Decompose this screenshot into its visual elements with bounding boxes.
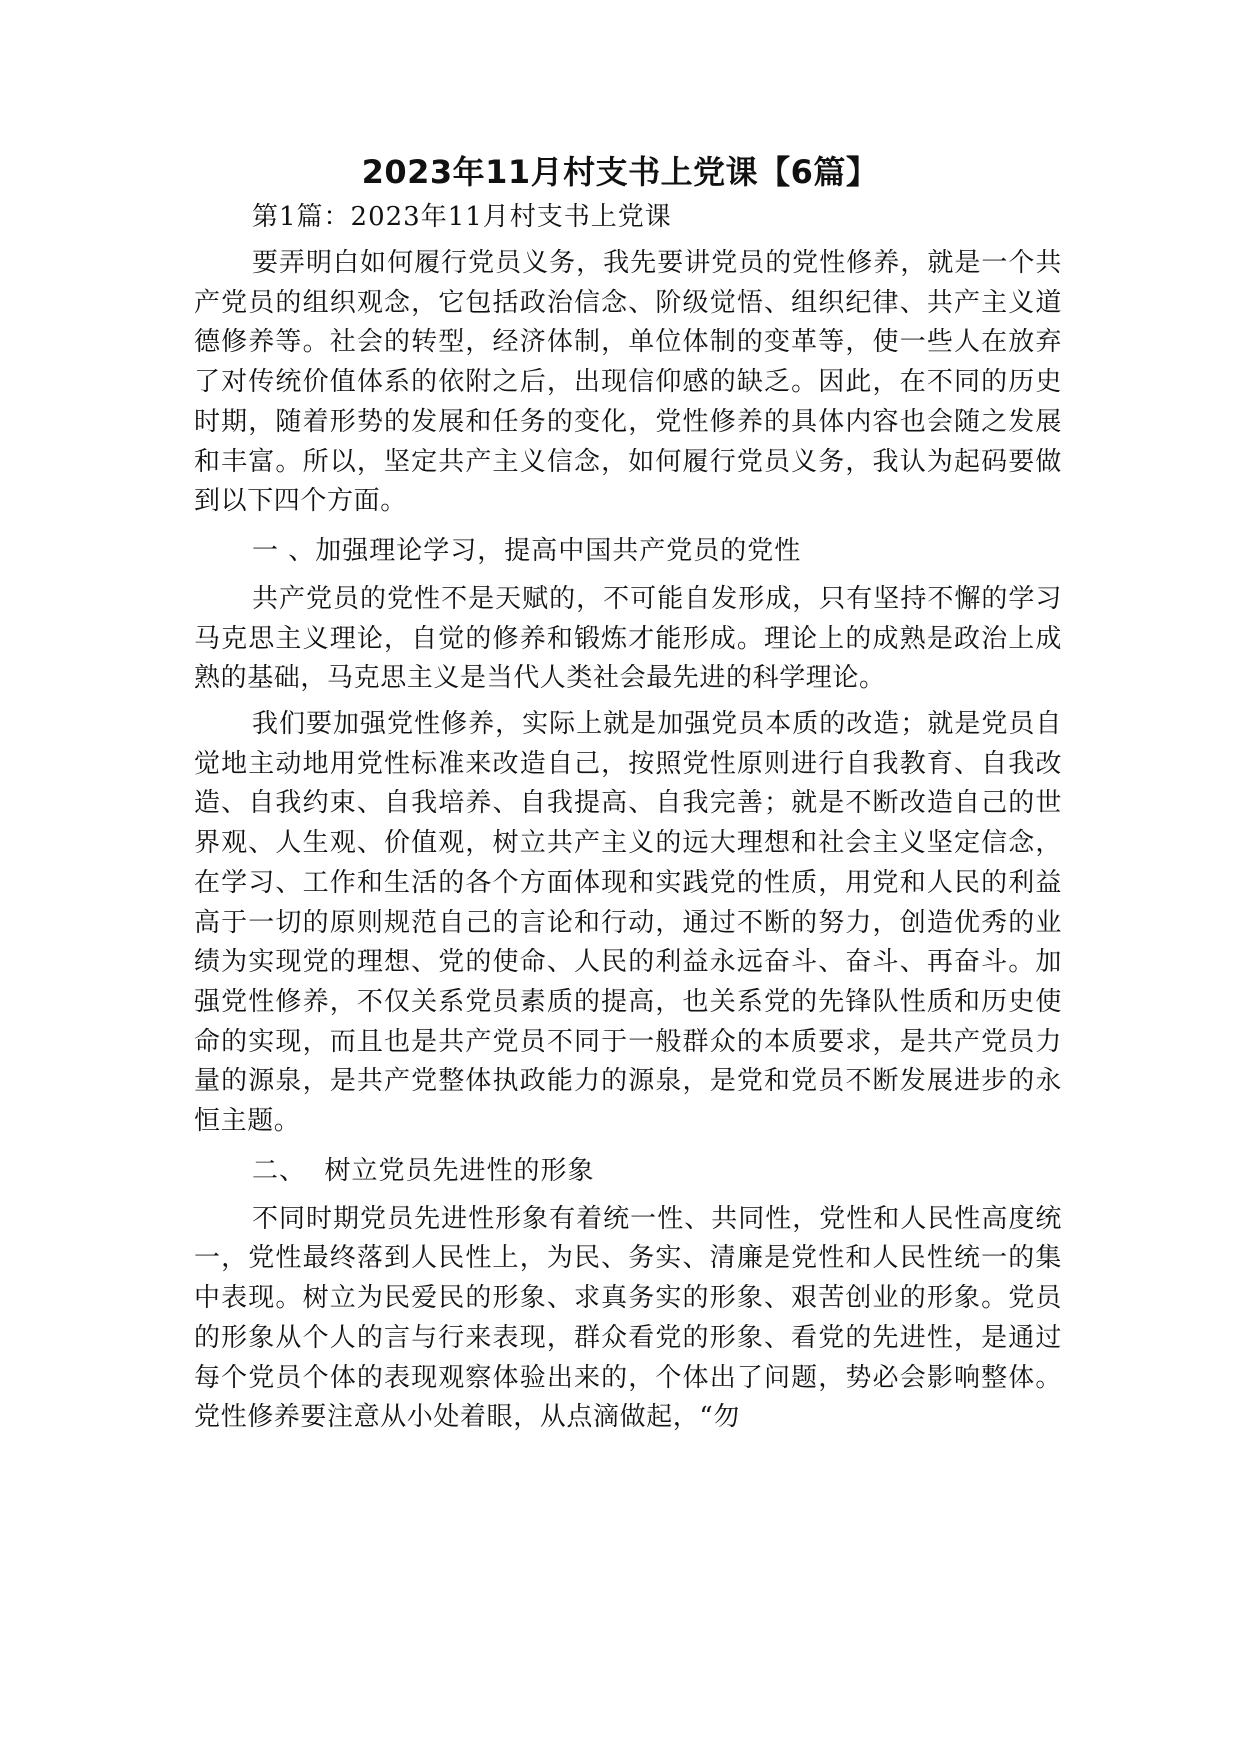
- paragraph-2: 共产党员的党性不是天赋的，不可能自发形成，只有坚持不懈的学习马克思主义理论，自觉的修养和锻炼才能形成。理论上的成熟是政治上成熟的基础，马克思主义是当代人类社会最先进的科学理论。: [194, 583, 1062, 694]
- paragraph-4: 不同时期党员先进性形象有着统一性、共同性，党性和人民性高度统一，党性最终落到人民性上，为民、务实、清廉是党性和人民性统一的集中表现。树立为民爱民的形象、求真务实的形象、艰苦创业的形象。党员的形象从个人的言与行来表现，群众看党的形象、看党的先进性，是通过每个党员个体的表现观察体验出来的，个体出了问题，势必会影响整体。党性修养要注意从小处着眼，从点滴做起，“勿: [194, 1203, 1062, 1433]
- document-title: 2023年11月村支书上党课【6篇】: [361, 153, 879, 191]
- document-body: [194, 196, 1062, 1438]
- section-heading-1: 一 、加强理论学习，提高中国共产党员的党性: [252, 535, 802, 566]
- document-subtitle: 第1篇：2023年11月村支书上党课: [252, 202, 672, 232]
- section-heading-2: 二、 树立党员先进性的形象: [252, 1155, 595, 1186]
- paragraph-1: 要弄明白如何履行党员义务，我先要讲党员的党性修养，就是一个共产党员的组织观念，它包括政治信念、阶级觉悟、组织纪律、共产主义道德修养等。社会的转型，经济体制，单位体制的变革等，使一些人在放弃了对传统价值体系的依附之后，出现信仰感的缺乏。因此，在不同的历史时期，随着形势的发展和任务的变化，党性修养的具体内容也会随之发展和丰富。所以，坚定共产主义信念，如何履行党员义务，我认为起码要做到以下四个方面。: [194, 248, 1062, 517]
- paragraph-3: 我们要加强党性修养，实际上就是加强党员本质的改造；就是党员自觉地主动地用党性标准来改造自己，按照党性原则进行自我教育、自我改造、自我约束、自我培养、自我提高、自我完善；就是不断改造自己的世界观、人生观、价值观，树立共产主义的远大理想和社会主义坚定信念，在学习、工作和生活的各个方面体现和实践党的性质，用党和人民的利益高于一切的原则规范自己的言论和行动，通过不断的努力，创造优秀的业绩为实现党的理想、党的使命、人民的利益永远奋斗、奋斗、再奋斗。加强党性修养，不仅关系党员素质的提高，也关系党的先锋队性质和历史使命的实现，而且也是共产党员不同于一般群众的本质要求，是共产党员力量的源泉，是共产党整体执政能力的源泉，是党和党员不断发展进步的永恒主题。: [194, 709, 1062, 1137]
